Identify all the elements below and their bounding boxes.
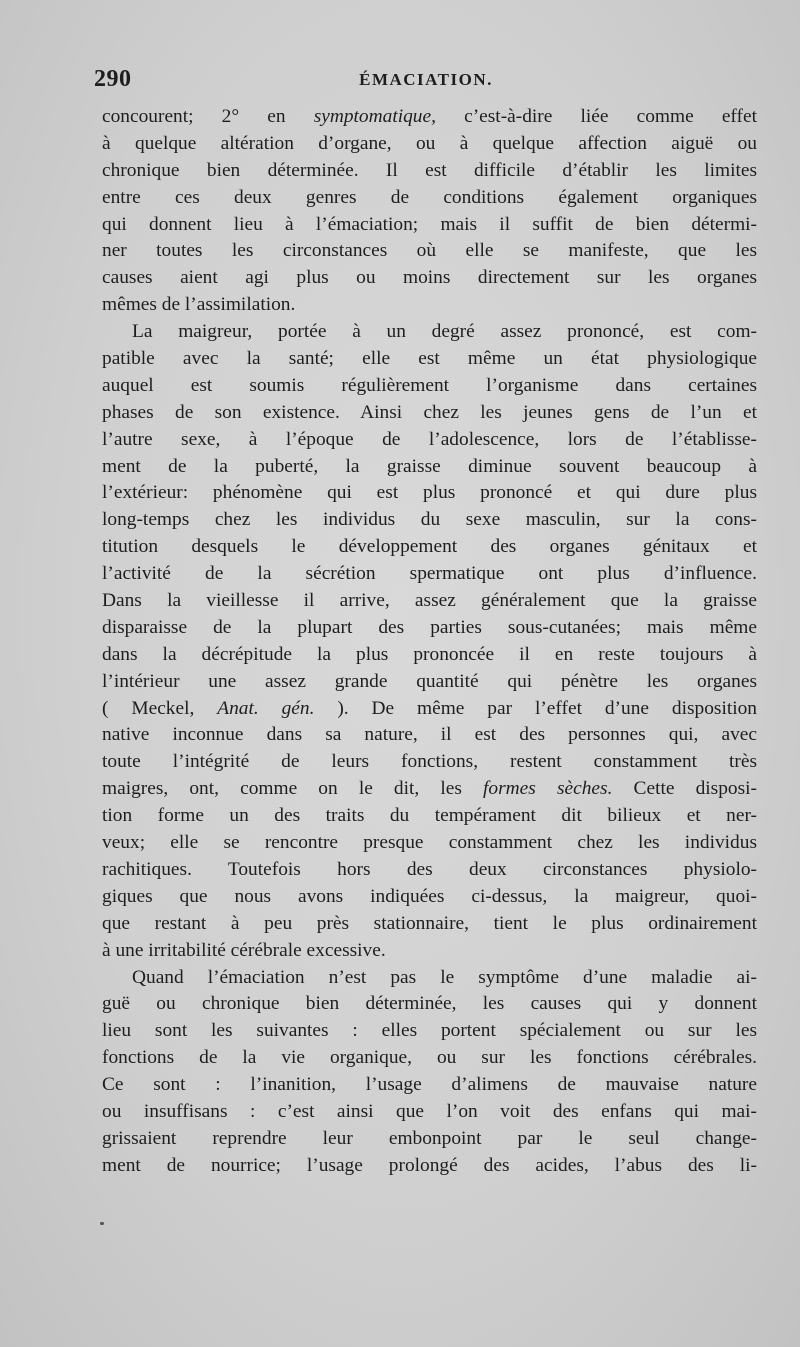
- text-line: [102, 722, 757, 749]
- text-segment: ment de nourrice; l’usage prolongé des acides, l’abus des li-: [102, 1154, 757, 1176]
- text-line: [102, 830, 757, 857]
- text-line: [102, 427, 757, 454]
- text-line: [102, 803, 757, 830]
- running-head: ÉMACIATION.: [359, 70, 493, 89]
- text-segment: l’extérieur: phénomène qui est plus prononcé et qui dure plus: [102, 482, 757, 504]
- text-segment: l’activité de la sécrétion spermatique ont plus d’influence.: [102, 563, 757, 585]
- text-segment: rachitiques. Toutefois hors des deux circonstances physiolo-: [102, 858, 757, 880]
- text-line: [102, 588, 757, 615]
- text-segment: c’est-à-dire liée comme effet: [435, 106, 757, 127]
- text-line: [102, 991, 757, 1018]
- text-segment: La maigreur, portée à un degré assez prononcé, est com-: [132, 321, 757, 343]
- text-line: [102, 373, 757, 400]
- text-segment: patible avec la santé; elle est même un état physiologique: [102, 348, 757, 370]
- italic-text: symptomatique,: [313, 106, 436, 127]
- text-segment: native inconnue dans sa nature, il est des personnes qui, avec: [102, 724, 757, 746]
- text-segment: ). De même par l’effet d’une disposition: [314, 697, 757, 719]
- text-line: [102, 857, 757, 884]
- italic-text: formes sèches.: [483, 778, 613, 800]
- text-segment: ner toutes les circonstances où elle se manifeste, que les: [102, 240, 757, 262]
- text-segment: long-temps chez les individus du sexe masculin, sur la cons-: [102, 509, 757, 531]
- text-line: [102, 749, 757, 776]
- text-segment: lieu sont les suivantes : elles portent spécialement ou sur les: [102, 1020, 757, 1042]
- text-line: [102, 776, 757, 803]
- text-line: [102, 104, 757, 131]
- text-line: [102, 965, 757, 992]
- text-segment: disparaisse de la plupart des parties sous-cutanées; mais même: [102, 616, 757, 638]
- text-segment: ment de la puberté, la graisse diminue souvent beaucoup à: [102, 455, 757, 477]
- paragraph: [102, 104, 757, 319]
- text-line: [102, 615, 757, 642]
- page-header: [94, 66, 758, 96]
- text-segment: qui donnent lieu à l’émaciation; mais il suffit de bien détermi-: [102, 213, 757, 235]
- text-line: [102, 911, 757, 938]
- text-segment: fonctions de la vie organique, ou sur les fonctions cérébrales.: [102, 1047, 757, 1069]
- text-segment: Quand l’émaciation n’est pas le symptôme d’une maladie ai-: [132, 966, 757, 988]
- text-segment: veux; elle se rencontre presque constamment chez les individus: [102, 832, 757, 854]
- text-line: [102, 1018, 757, 1045]
- italic-text: Anat. gén.: [217, 697, 315, 719]
- text-segment: causes aient agi plus ou moins directement sur les organes: [102, 267, 757, 289]
- text-line: [102, 319, 757, 346]
- text-line: [102, 1072, 757, 1099]
- text-line: [102, 696, 757, 723]
- text-line: [102, 561, 757, 588]
- text-segment: que restant à peu près stationnaire, tient le plus ordinairement: [102, 912, 757, 934]
- text-segment: maigres, ont, comme on le dit, les: [102, 778, 484, 800]
- text-segment: mêmes de l’assimilation.: [102, 294, 296, 316]
- text-segment: guë ou chronique bien déterminée, les causes qui y donnent: [102, 993, 757, 1015]
- text-segment: dans la décrépitude la plus prononcée il en reste toujours à: [102, 643, 757, 665]
- text-line: [102, 1126, 757, 1153]
- text-segment: l’intérieur une assez grande quantité qui pénètre les organes: [102, 670, 757, 692]
- text-segment: auquel est soumis régulièrement l’organisme dans certaines: [102, 374, 757, 396]
- text-segment: toute l’intégrité de leurs fonctions, restent constamment très: [102, 751, 757, 773]
- text-segment: ( Meckel,: [102, 697, 218, 719]
- text-segment: tion forme un des traits du tempérament dit bilieux et ner-: [102, 805, 757, 827]
- text-segment: à une irritabilité cérébrale excessive.: [102, 939, 386, 961]
- page-number: 290: [94, 66, 132, 92]
- text-line: [102, 1045, 757, 1072]
- text-line: [102, 1099, 757, 1126]
- text-segment: phases de son existence. Ainsi chez les jeunes gens de l’un et: [102, 401, 757, 423]
- text-line: [102, 507, 757, 534]
- text-line: [102, 400, 757, 427]
- paragraph: [102, 319, 757, 964]
- text-segment: entre ces deux genres de conditions également organiques: [102, 186, 757, 208]
- print-mark: [100, 1222, 104, 1225]
- text-line: [102, 265, 757, 292]
- text-line: [102, 131, 757, 158]
- text-line: [102, 1153, 757, 1180]
- text-segment: Cette disposi-: [612, 778, 757, 800]
- text-segment: giques que nous avons indiquées ci-dessus, la maigreur, quoi-: [102, 885, 757, 907]
- text-segment: à quelque altération d’organe, ou à quelque affection aiguë ou: [102, 132, 757, 154]
- text-segment: ou insuffisans : c’est ainsi que l’on voit des enfans qui mai-: [102, 1100, 757, 1122]
- text-line: [102, 454, 757, 481]
- text-segment: l’autre sexe, à l’époque de l’adolescence, lors de l’établisse-: [102, 428, 757, 450]
- text-line: [102, 185, 757, 212]
- text-line: [102, 158, 757, 185]
- text-line: [102, 669, 757, 696]
- body-text: [102, 104, 757, 1180]
- text-segment: grissaient reprendre leur embonpoint par le seul change-: [102, 1127, 757, 1149]
- text-segment: Dans la vieillesse il arrive, assez généralement que la graisse: [102, 590, 757, 612]
- text-line: [102, 238, 757, 265]
- text-line: [102, 884, 757, 911]
- text-segment: concourent; 2° en: [102, 106, 314, 127]
- text-line: [102, 212, 757, 239]
- text-line: [102, 346, 757, 373]
- text-line: [102, 938, 757, 965]
- text-segment: titution desquels le développement des organes génitaux et: [102, 536, 757, 558]
- text-line: [102, 292, 757, 319]
- text-line: [102, 480, 757, 507]
- paragraph: [102, 965, 757, 1180]
- text-line: [102, 642, 757, 669]
- text-line: [102, 534, 757, 561]
- text-segment: chronique bien déterminée. Il est difficile d’établir les limites: [102, 159, 757, 181]
- text-segment: Ce sont : l’inanition, l’usage d’alimens de mauvaise nature: [102, 1074, 757, 1096]
